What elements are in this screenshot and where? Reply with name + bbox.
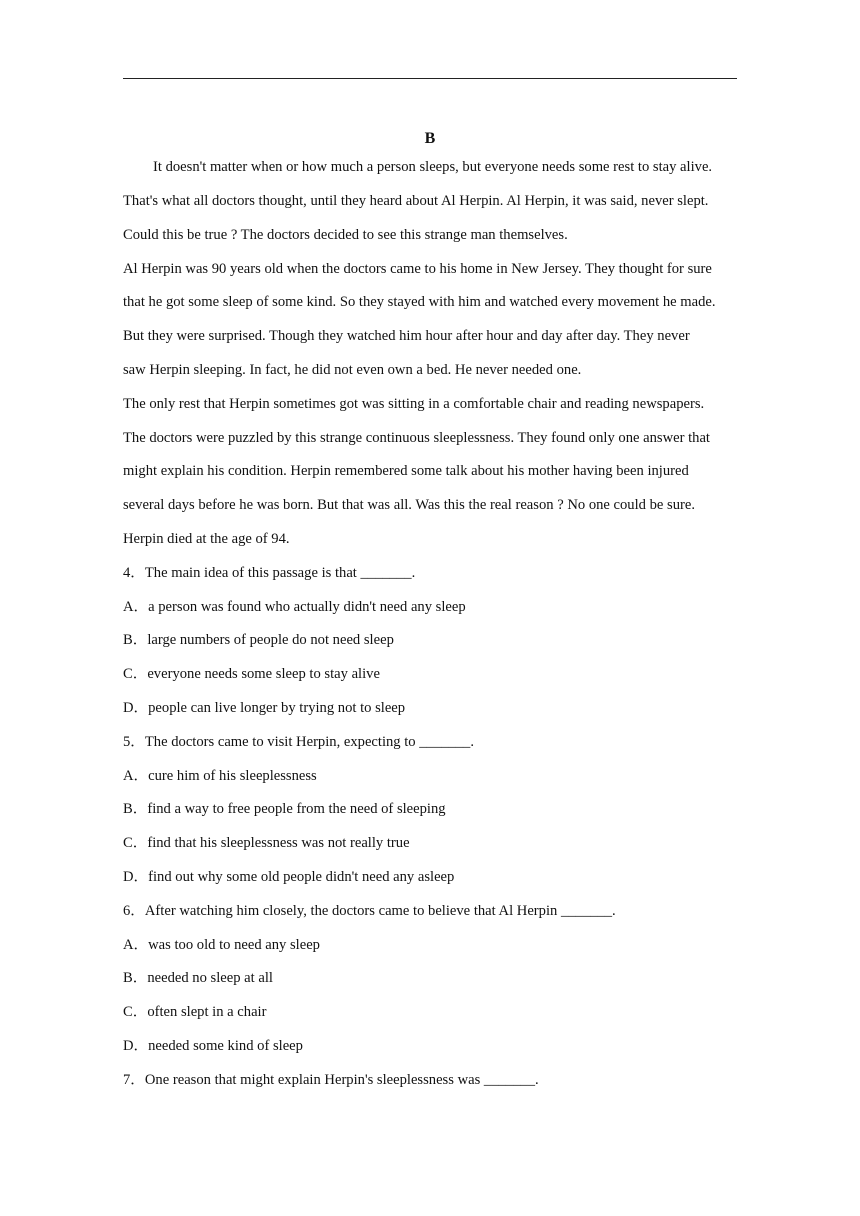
option-a: A．cure him of his sleeplessness [123, 768, 317, 784]
passage-line: might explain his condition. Herpin remembered some talk about his mother having been injured [123, 463, 689, 479]
option-d: D．find out why some old people didn't need any asleep [123, 869, 455, 885]
option-b: B．needed no sleep at all [123, 970, 273, 986]
option-c: C．often slept in a chair [123, 1004, 267, 1020]
option-a: A．a person was found who actually didn't need any sleep [123, 599, 466, 615]
passage-line: It doesn't matter when or how much a person sleeps, but everyone needs some rest to stay alive. [153, 159, 713, 175]
option-d: D．people can live longer by trying not to sleep [123, 700, 406, 716]
section-title: B [424, 130, 436, 147]
passage-line: The only rest that Herpin sometimes got was sitting in a comfortable chair and reading newspapers. [123, 396, 705, 412]
passage-line: Al Herpin was 90 years old when the doctors came to his home in New Jersey. They thought for sure [123, 261, 712, 277]
passage-line: Herpin died at the age of 94. [123, 531, 290, 547]
option-d: D．needed some kind of sleep [123, 1038, 303, 1054]
passage-line: saw Herpin sleeping. In fact, he did not even own a bed. He never needed one. [123, 362, 582, 378]
question-stem: 6．After watching him closely, the doctors came to believe that Al Herpin _______. [123, 903, 616, 919]
passage-line: Could this be true ? The doctors decided to see this strange man themselves. [123, 227, 568, 243]
passage-line: The doctors were puzzled by this strange continuous sleeplessness. They found only one answer that [123, 430, 710, 446]
passage-line: That's what all doctors thought, until they heard about Al Herpin. Al Herpin, it was said, never slept. [123, 193, 709, 209]
option-a: A．was too old to need any sleep [123, 937, 320, 953]
question-stem: 7．One reason that might explain Herpin's sleeplessness was _______. [123, 1072, 539, 1088]
question-stem: 4．The main idea of this passage is that _______. [123, 565, 416, 581]
option-c: C．find that his sleeplessness was not really true [123, 835, 410, 851]
option-b: B．find a way to free people from the need of sleeping [123, 801, 446, 817]
passage-line: But they were surprised. Though they watched him hour after hour and day after day. They never [123, 328, 690, 344]
passage-line: that he got some sleep of some kind. So they stayed with him and watched every movement he made. [123, 294, 716, 310]
header-rule [123, 78, 737, 79]
option-c: C．everyone needs some sleep to stay alive [123, 666, 380, 682]
passage-line: several days before he was born. But that was all. Was this the real reason ? No one could be sure. [123, 497, 695, 513]
question-stem: 5．The doctors came to visit Herpin, expecting to _______. [123, 734, 474, 750]
option-b: B．large numbers of people do not need sleep [123, 632, 394, 648]
